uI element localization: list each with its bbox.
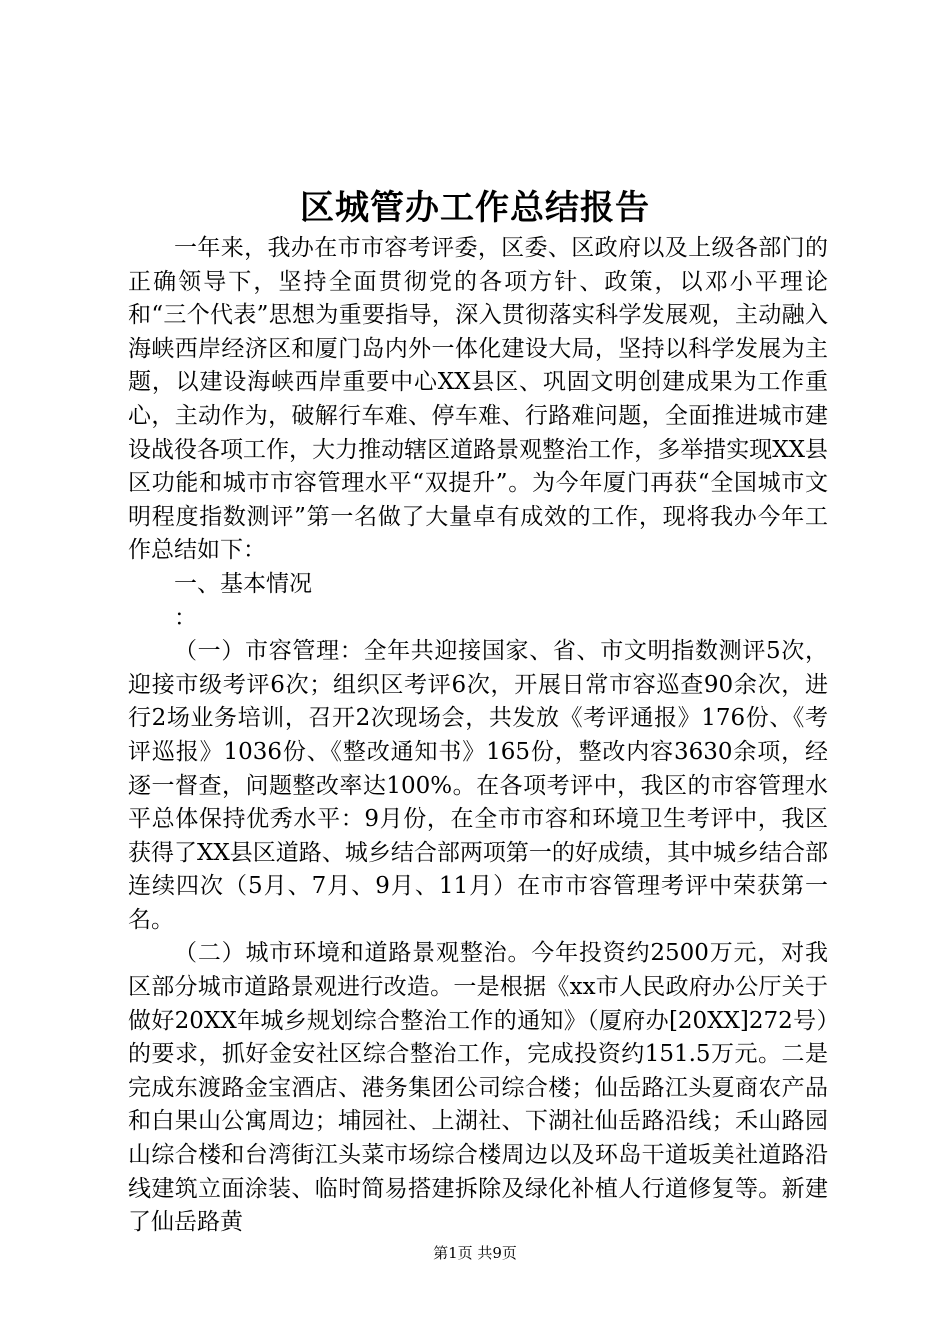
road-landscape-paragraph: （二）城市环境和道路景观整治。今年投资约2500万元，对我区部分城市道路景观进行改造。一是根据《xx市人民政府办公厅关于做好20XX年城乡规划综合整治工作的通知》（厦府办[20XX]272号）的要求，抓好金安社区综合整治工作，完成投资约151.5万元。二是完成东渡路金宝酒店、港务集团公司综合楼；仙岳路江头夏商农产品和白果山公寓周边；埔园社、上湖社、下湖社仙岳路沿线；禾山路园山综合楼和台湾街江头菜市场综合楼周边以及环岛干道坂美社道路沿线建筑立面涂装、临时简易搭建拆除及绿化补植人行道修复等。新建了仙岳路黄	[128, 940, 828, 1236]
document-body	[128, 232, 828, 1240]
page-footer: 第1页 共9页	[433, 1244, 517, 1262]
document-title: 区城管办工作总结报告	[300, 188, 650, 228]
intro-paragraph: 一年来，我办在市市容考评委，区委、区政府以及上级各部门的正确领导下，坚持全面贯彻党的各项方针、政策，以邓小平理论和“三个代表”思想为重要指导，深入贯彻落实科学发展观，主动融入海峡西岸经济区和厦门岛内外一体化建设大局，坚持以科学发展为主题，以建设海峡西岸重要中心XX县区、巩固文明创建成果为工作重心，主动作为，破解行车难、停车难、行路难问题，全面推进城市建设战役各项工作，大力推动辖区道路景观整治工作，多举措实现XX县区功能和城市市容管理水平“双提升”。为今年厦门再获“全国城市文明程度指数测评”第一名做了大量卓有成效的工作，现将我办今年工作总结如下：	[128, 235, 828, 564]
colon-line: ：	[174, 604, 197, 631]
city-appearance-paragraph: （一）市容管理：全年共迎接国家、省、市文明指数测评5次，迎接市级考评6次；组织区考评6次，开展日常市容巡查90余次，进行2场业务培训，召开2次现场会，共发放《考评通报》176份、《考评巡报》1036份、《整改通知书》165份，整改内容3630余项，经逐一督查，问题整改率达100%。在各项考评中，我区的市容管理水平总体保持优秀水平：9月份，在全市市容和环境卫生考评中，我区获得了XX县区道路、城乡结合部两项第一的好成绩，其中城乡结合部连续四次（5月、7月、9月、11月）在市市容管理考评中荣获第一名。	[128, 638, 828, 933]
section-heading-basic-situation: 一、基本情况	[174, 570, 312, 597]
